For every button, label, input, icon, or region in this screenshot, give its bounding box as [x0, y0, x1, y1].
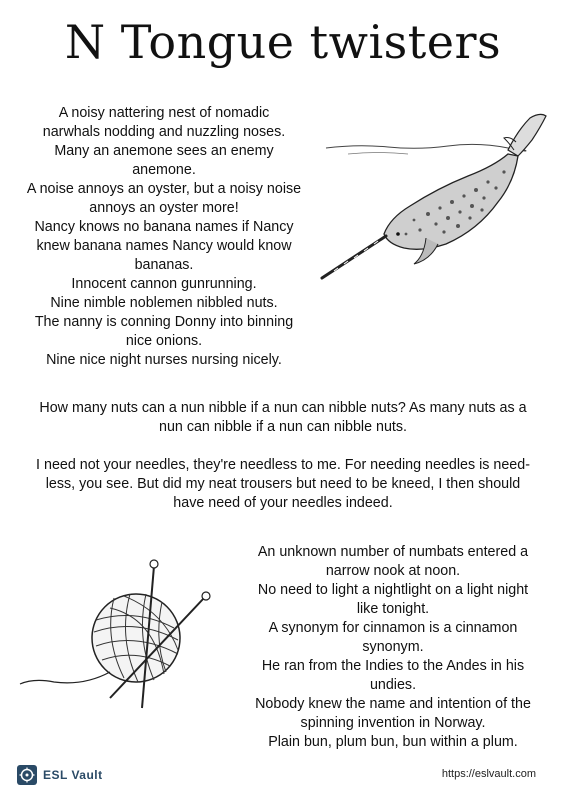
text-line: Nine nimble noblemen nibbled nuts.: [50, 295, 278, 311]
text-line: Nancy knows no banana names if Nancy: [34, 219, 294, 235]
site-url-link[interactable]: https://eslvault.com: [441, 768, 536, 780]
text-line: like tonight.: [356, 601, 430, 617]
text-line: A noisy nattering nest of nomadic: [58, 105, 270, 121]
twister-block-3: [14, 456, 552, 513]
text-line: anemone.: [132, 162, 196, 178]
esl-vault-logo: [16, 764, 103, 786]
text-line: I need not your needles, they're needless to me. For needing needles is need-: [36, 457, 530, 473]
text-line: The nanny is conning Donny into binning: [34, 314, 294, 330]
text-line: spinning invention in Norway.: [300, 715, 486, 731]
text-line: How many nuts can a nun nibble if a nun can nibble nuts? As many nuts as a: [39, 400, 527, 416]
text-line: undies.: [369, 677, 417, 693]
text-line: narwhals nodding and nuzzling noses.: [42, 124, 286, 140]
twister-block-1: [8, 104, 320, 370]
text-line: have need of your needles indeed.: [173, 495, 393, 511]
text-line: Plain bun, plum bun, bun within a plum.: [268, 734, 518, 750]
text-line: narrow nook at noon.: [325, 563, 461, 579]
text-line: Many an anemone sees an enemy: [54, 143, 274, 159]
yarn-ball-knitting-needles-illustration: [14, 548, 244, 718]
narwhal-illustration: [318, 110, 563, 286]
twister-block-4: [234, 543, 552, 752]
text-line: nice onions.: [125, 333, 203, 349]
vault-icon: [16, 764, 38, 786]
text-line: synonym.: [362, 639, 424, 655]
text-line: Innocent cannon gunrunning.: [71, 276, 257, 292]
text-line: A noise annoys an oyster, but a noisy noise: [26, 181, 302, 197]
text-line: Nine nice night nurses nursing nicely.: [46, 352, 282, 368]
text-line: A synonym for cinnamon is a cinnamon: [268, 620, 518, 636]
text-line: An unknown number of numbats entered a: [257, 544, 529, 560]
page-title: N Tongue twisters: [64, 15, 502, 69]
page-footer: [0, 760, 566, 790]
logo-text: ESL Vault: [43, 768, 103, 782]
text-line: knew banana names Nancy would know: [36, 238, 292, 254]
text-line: less, you see. But did my neat trousers but need to be kneed, I then should: [45, 476, 521, 492]
twister-block-2: [14, 399, 552, 437]
text-line: annoys an oyster more!: [89, 200, 239, 216]
text-line: Nobody knew the name and intention of the: [255, 696, 531, 712]
text-line: bananas.: [134, 257, 194, 273]
text-line: No need to light a nightlight on a light night: [257, 582, 529, 598]
text-line: nun can nibble if a nun can nibble nuts.: [159, 419, 407, 435]
text-line: He ran from the Indies to the Andes in his: [261, 658, 525, 674]
